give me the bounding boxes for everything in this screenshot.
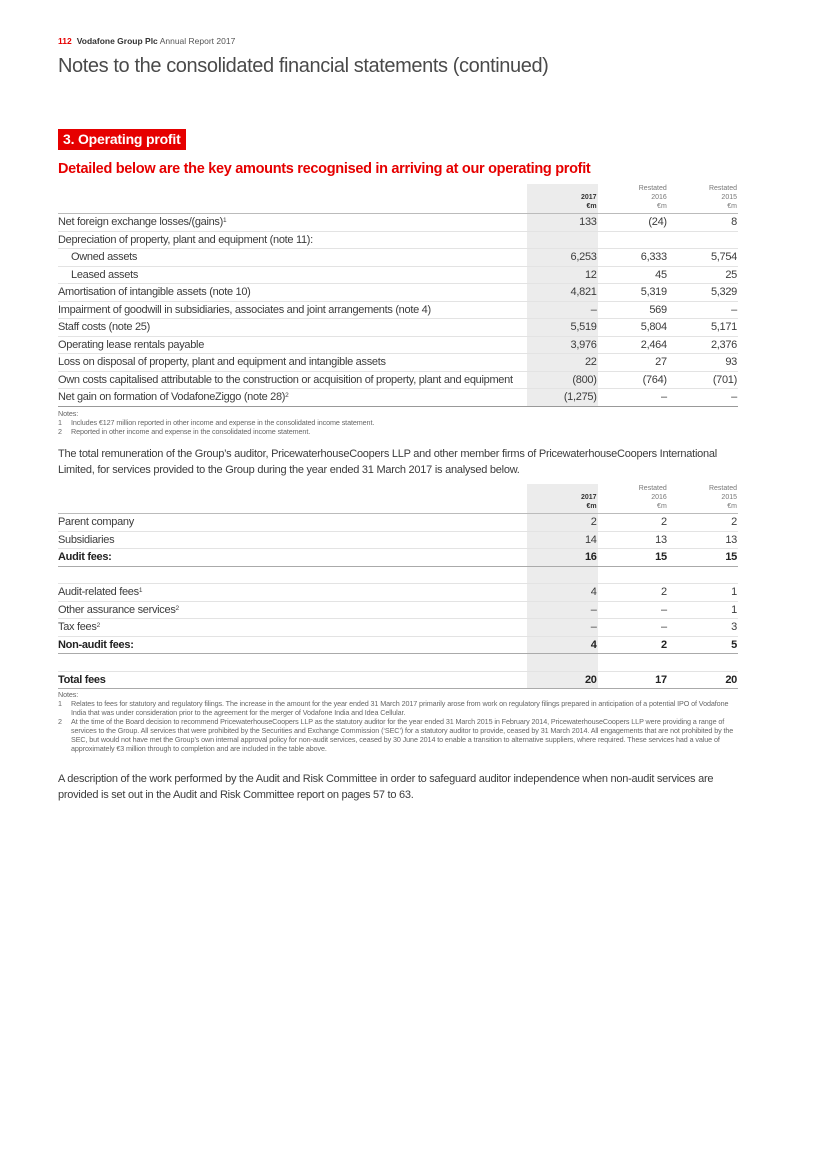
header-cell: [58, 202, 527, 214]
row-label: Subsidiaries: [58, 531, 527, 549]
value-2016: 13: [598, 531, 668, 549]
total-row: [58, 671, 738, 689]
auditor-fees-table: [58, 484, 738, 689]
row-label: Staff costs (note 25): [58, 319, 527, 337]
value-2016: –: [598, 619, 668, 637]
footnote-marker: 2: [175, 604, 179, 612]
running-header: [58, 36, 235, 46]
column-year: 2015: [721, 194, 737, 201]
value-2015: 5,171: [668, 319, 738, 337]
value-2017: 6,253: [527, 249, 597, 267]
value-2015: 5: [668, 636, 738, 654]
note-item: 1 Relates to fees for statutory and regulatory filings. The increase in the amount for the year ended 31 March 2017 primarily arose from work on regulatory filings prepared in anticipation of a potential IPO of Vodafone India that was under consideration prior to the agreement for the merger of Vodafone India and Idea Cellular.: [58, 699, 729, 717]
value-2016: 2: [598, 636, 668, 654]
value-2016: (764): [598, 371, 668, 389]
value-2015: 2,376: [668, 336, 738, 354]
column-restated-label: [527, 484, 597, 493]
column-unit: €m: [668, 502, 738, 514]
value-2015: 5,754: [668, 249, 738, 267]
report-name: Annual Report 2017: [159, 36, 236, 46]
value-2015: 5,329: [668, 284, 738, 302]
row-label: Audit fees:: [58, 549, 527, 567]
value-2017: 3,976: [527, 336, 597, 354]
value-2016: –: [598, 389, 668, 407]
row-label: Own costs capitalised attributable to the construction or acquisition of property, plant and equipment: [58, 371, 527, 389]
footnote-marker: 2: [96, 622, 100, 630]
table-row: [58, 389, 738, 407]
table1-notes: [58, 409, 738, 436]
value-2017: 4: [527, 636, 597, 654]
row-label: Amortisation of intangible assets (note 10): [58, 284, 527, 302]
row-label: Depreciation of property, plant and equipment (note 11):: [58, 231, 527, 249]
value-2017: 133: [527, 214, 597, 232]
value-2017: 12: [527, 266, 597, 284]
table2-notes: [58, 690, 738, 753]
table-row: [58, 354, 738, 372]
column-year: 2016: [651, 194, 667, 201]
page-title: Notes to the consolidated financial statements (continued): [58, 55, 549, 77]
column-year: 2015: [721, 494, 737, 501]
spacer-row: [58, 566, 738, 584]
section-subheading: Detailed below are the key amounts recognised in arriving at our operating profit: [58, 161, 591, 177]
column-year: 2017: [527, 493, 597, 502]
value-2017: 16: [527, 549, 597, 567]
value-2016: –: [598, 601, 668, 619]
table-row: [58, 514, 738, 532]
table-row: [58, 266, 738, 284]
value-2016: 17: [598, 671, 668, 689]
value-2016: 2: [598, 514, 668, 532]
table-row: [58, 249, 738, 267]
row-label: Net foreign exchange losses/(gains)$^1$: [58, 214, 527, 232]
table-row: [58, 371, 738, 389]
value-2015: [668, 231, 738, 249]
value-2015: 2: [668, 514, 738, 532]
note-item: 2 Reported in other income and expense in the consolidated income statement.: [58, 427, 311, 436]
column-year: 2016: [651, 494, 667, 501]
notes-heading: Notes:: [58, 409, 79, 418]
spacer-row: [58, 654, 738, 672]
column-year: 2017: [527, 193, 597, 202]
row-label: Total fees: [58, 671, 527, 689]
table-row: [58, 214, 738, 232]
subtotal-row: [58, 549, 738, 567]
value-2017: (1,275): [527, 389, 597, 407]
value-2015: 20: [668, 671, 738, 689]
value-2017: [527, 231, 597, 249]
value-2015: 13: [668, 531, 738, 549]
column-unit: €m: [598, 502, 668, 514]
value-2017: 5,519: [527, 319, 597, 337]
value-2017: –: [527, 301, 597, 319]
value-2016: (24): [598, 214, 668, 232]
row-label: Owned assets: [58, 249, 527, 267]
table-row: [58, 584, 738, 602]
header-cell: [58, 493, 527, 502]
value-2017: 2: [527, 514, 597, 532]
value-2015: –: [668, 301, 738, 319]
table-row: [58, 601, 738, 619]
value-2015: 25: [668, 266, 738, 284]
footnote-marker: 1: [138, 587, 143, 595]
section-badge: 3. Operating profit: [58, 129, 186, 150]
value-2015: 3: [668, 619, 738, 637]
row-label: Tax fees$^2$: [58, 619, 527, 637]
column-restated-label: Restated: [638, 185, 667, 192]
auditor-remuneration-intro: The total remuneration of the Group’s auditor, PricewaterhouseCoopers LLP and other member firms of PricewaterhouseCoopers International Limited, for services provided to the Group during the year ended 31 March 2017 is analysed below.: [58, 448, 717, 476]
subtotal-row: [58, 636, 738, 654]
value-2017: (800): [527, 371, 597, 389]
header-cell: [58, 184, 527, 193]
value-2016: 2,464: [598, 336, 668, 354]
value-2015: 1: [668, 601, 738, 619]
value-2015: 1: [668, 584, 738, 602]
audit-committee-paragraph: A description of the work performed by the Audit and Risk Committee in order to safeguard auditor independence when non-audit services are provided is set out in the Audit and Risk Committee report on pages 57 to 63.: [58, 773, 714, 801]
value-2015: 8: [668, 214, 738, 232]
column-restated-label: Restated: [708, 485, 737, 492]
notes-heading: Notes:: [58, 690, 79, 699]
company-name: Vodafone Group Plc: [76, 36, 158, 46]
header-cell: [58, 502, 527, 514]
value-2015: 93: [668, 354, 738, 372]
operating-profit-table: [58, 184, 738, 407]
footnote-marker: 2: [285, 392, 289, 400]
value-2016: [598, 231, 668, 249]
header-cell: [58, 193, 527, 202]
table-row: [58, 319, 738, 337]
note-item: 1 Includes €127 million reported in other income and expense in the consolidated income statement.: [58, 418, 375, 427]
value-2016: 45: [598, 266, 668, 284]
column-restated-label: [527, 184, 597, 193]
value-2016: 15: [598, 549, 668, 567]
value-2016: 5,319: [598, 284, 668, 302]
value-2015: –: [668, 389, 738, 407]
value-2015: 15: [668, 549, 738, 567]
row-label: Impairment of goodwill in subsidiaries, associates and joint arrangements (note 4): [58, 301, 527, 319]
row-label: Net gain on formation of VodafoneZiggo (note 28)$^2$: [58, 389, 527, 407]
table-row: [58, 301, 738, 319]
table-row: [58, 336, 738, 354]
value-2016: 6,333: [598, 249, 668, 267]
table-row: [58, 531, 738, 549]
value-2016: 5,804: [598, 319, 668, 337]
row-label: Other assurance services$^2$: [58, 601, 527, 619]
column-unit: €m: [668, 202, 738, 214]
page-number: 112: [58, 36, 72, 46]
table-row: [58, 231, 738, 249]
value-2016: 569: [598, 301, 668, 319]
row-label: Parent company: [58, 514, 527, 532]
column-unit: €m: [527, 502, 597, 514]
value-2017: 14: [527, 531, 597, 549]
table-row: [58, 619, 738, 637]
value-2016: 27: [598, 354, 668, 372]
value-2017: 22: [527, 354, 597, 372]
row-label: Leased assets: [58, 266, 527, 284]
value-2016: 2: [598, 584, 668, 602]
value-2015: (701): [668, 371, 738, 389]
column-unit: €m: [527, 202, 597, 214]
header-cell: [58, 484, 527, 493]
value-2017: 4,821: [527, 284, 597, 302]
table-row: [58, 284, 738, 302]
value-2017: 4: [527, 584, 597, 602]
row-label: Audit-related fees$^1$: [58, 584, 527, 602]
column-restated-label: Restated: [638, 485, 667, 492]
value-2017: –: [527, 601, 597, 619]
column-restated-label: Restated: [708, 185, 737, 192]
value-2017: 20: [527, 671, 597, 689]
note-item: 2 At the time of the Board decision to recommend PricewaterhouseCoopers LLP as the statutory auditor for the year ended 31 March 2015 in February 2014, PricewaterhouseCoopers LLP were providing a range of services to the Group. All services that were prohibited by the Securities and Exchange Commission (‘SEC’) for a statutory auditor to provide, ceased by 31 March 2014. All engagements that are not prohibited by the SEC, but would not have met the Group’s own internal approval policy for non-audit services, ceased by 30 June 2014 to enable a transition to alternative suppliers, where required. These services had a value of approximately €3 million through to completion and are included in the table above.: [58, 717, 734, 753]
column-unit: €m: [598, 202, 668, 214]
row-label: Non-audit fees:: [58, 636, 527, 654]
value-2017: –: [527, 619, 597, 637]
footnote-marker: 1: [223, 217, 227, 225]
row-label: Loss on disposal of property, plant and equipment and intangible assets: [58, 354, 527, 372]
row-label: Operating lease rentals payable: [58, 336, 527, 354]
